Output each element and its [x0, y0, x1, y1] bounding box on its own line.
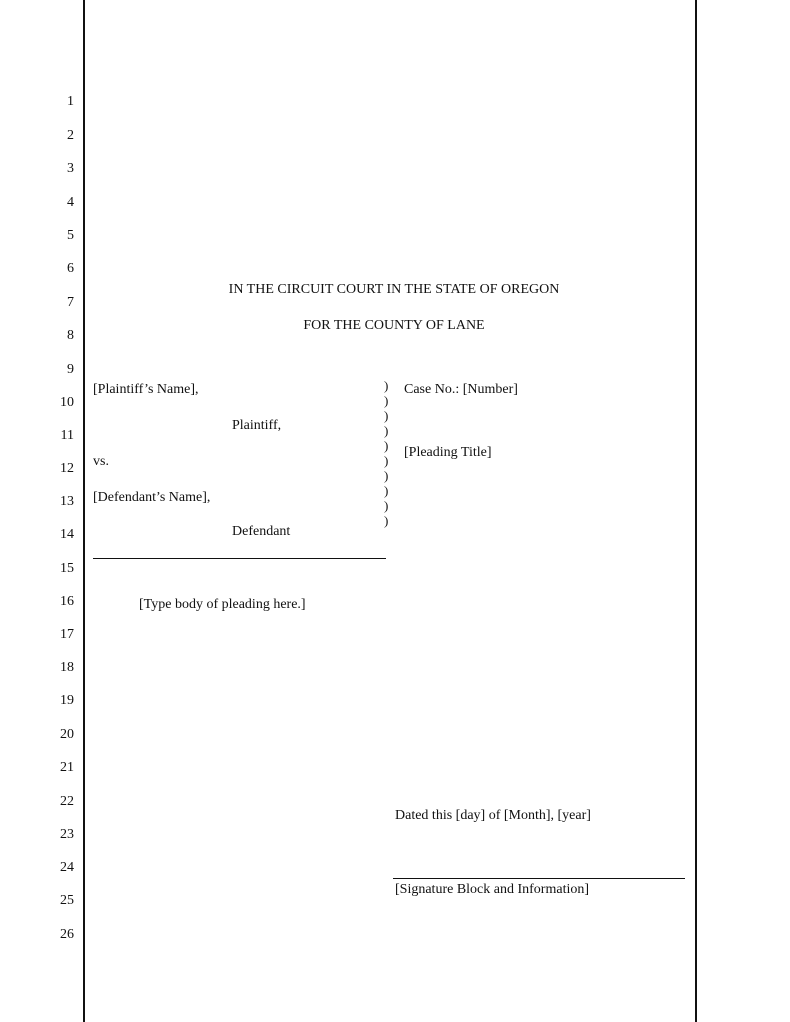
defendant-label: Defendant [232, 524, 291, 539]
line-number: 23 [60, 827, 74, 842]
line-number: 14 [60, 527, 74, 542]
right-margin-rule [695, 0, 697, 1022]
line-number: 2 [67, 128, 74, 143]
caption-paren: ) [384, 483, 389, 498]
line-number: 25 [60, 893, 74, 908]
line-number: 12 [60, 461, 74, 476]
line-number: 6 [67, 261, 74, 276]
line-number: 1 [67, 94, 74, 109]
caption-paren: ) [384, 393, 389, 408]
line-number: 17 [60, 627, 74, 642]
caption-paren: ) [384, 438, 389, 453]
defendant-name: [Defendant’s Name], [93, 490, 211, 505]
pleading-body: [Type body of pleading here.] [139, 597, 306, 612]
caption-paren: ) [384, 423, 389, 438]
plaintiff-label: Plaintiff, [232, 418, 282, 433]
line-number: 5 [67, 228, 74, 243]
caption-paren: ) [384, 453, 389, 468]
caption-paren: ) [384, 498, 389, 513]
signature-rule [393, 878, 685, 879]
caption-paren: ) [384, 468, 389, 483]
line-number: 3 [67, 161, 74, 176]
line-number: 4 [67, 195, 74, 210]
caption-paren: ) [384, 378, 389, 393]
line-number: 9 [67, 362, 74, 377]
line-number: 8 [67, 328, 74, 343]
court-heading: IN THE CIRCUIT COURT IN THE STATE OF OREGON [228, 282, 560, 297]
county-heading: FOR THE COUNTY OF LANE [303, 318, 485, 333]
line-number: 22 [60, 794, 74, 809]
line-number: 21 [60, 760, 74, 775]
case-number: Case No.: [Number] [404, 382, 518, 397]
line-number: 19 [60, 693, 74, 708]
caption-paren-column [384, 378, 396, 528]
line-number: 10 [60, 395, 74, 410]
plaintiff-name: [Plaintiff’s Name], [93, 382, 199, 397]
left-margin-rule [83, 0, 85, 1022]
caption-paren: ) [384, 408, 389, 423]
line-number: 18 [60, 660, 74, 675]
line-number: 26 [60, 927, 74, 942]
caption-underline [93, 558, 386, 559]
signature-block: [Signature Block and Information] [395, 882, 590, 897]
line-number: 24 [60, 860, 74, 875]
line-number: 13 [60, 494, 74, 509]
pleading-title: [Pleading Title] [404, 445, 492, 460]
line-number: 15 [60, 561, 74, 576]
caption-paren: ) [384, 513, 389, 528]
line-number: 11 [60, 428, 74, 443]
dated-line: Dated this [day] of [Month], [year] [395, 808, 591, 823]
versus-label: vs. [93, 454, 109, 469]
line-number: 20 [60, 727, 74, 742]
line-number: 16 [60, 594, 74, 609]
line-number-column [0, 0, 78, 1022]
line-number: 7 [67, 295, 74, 310]
